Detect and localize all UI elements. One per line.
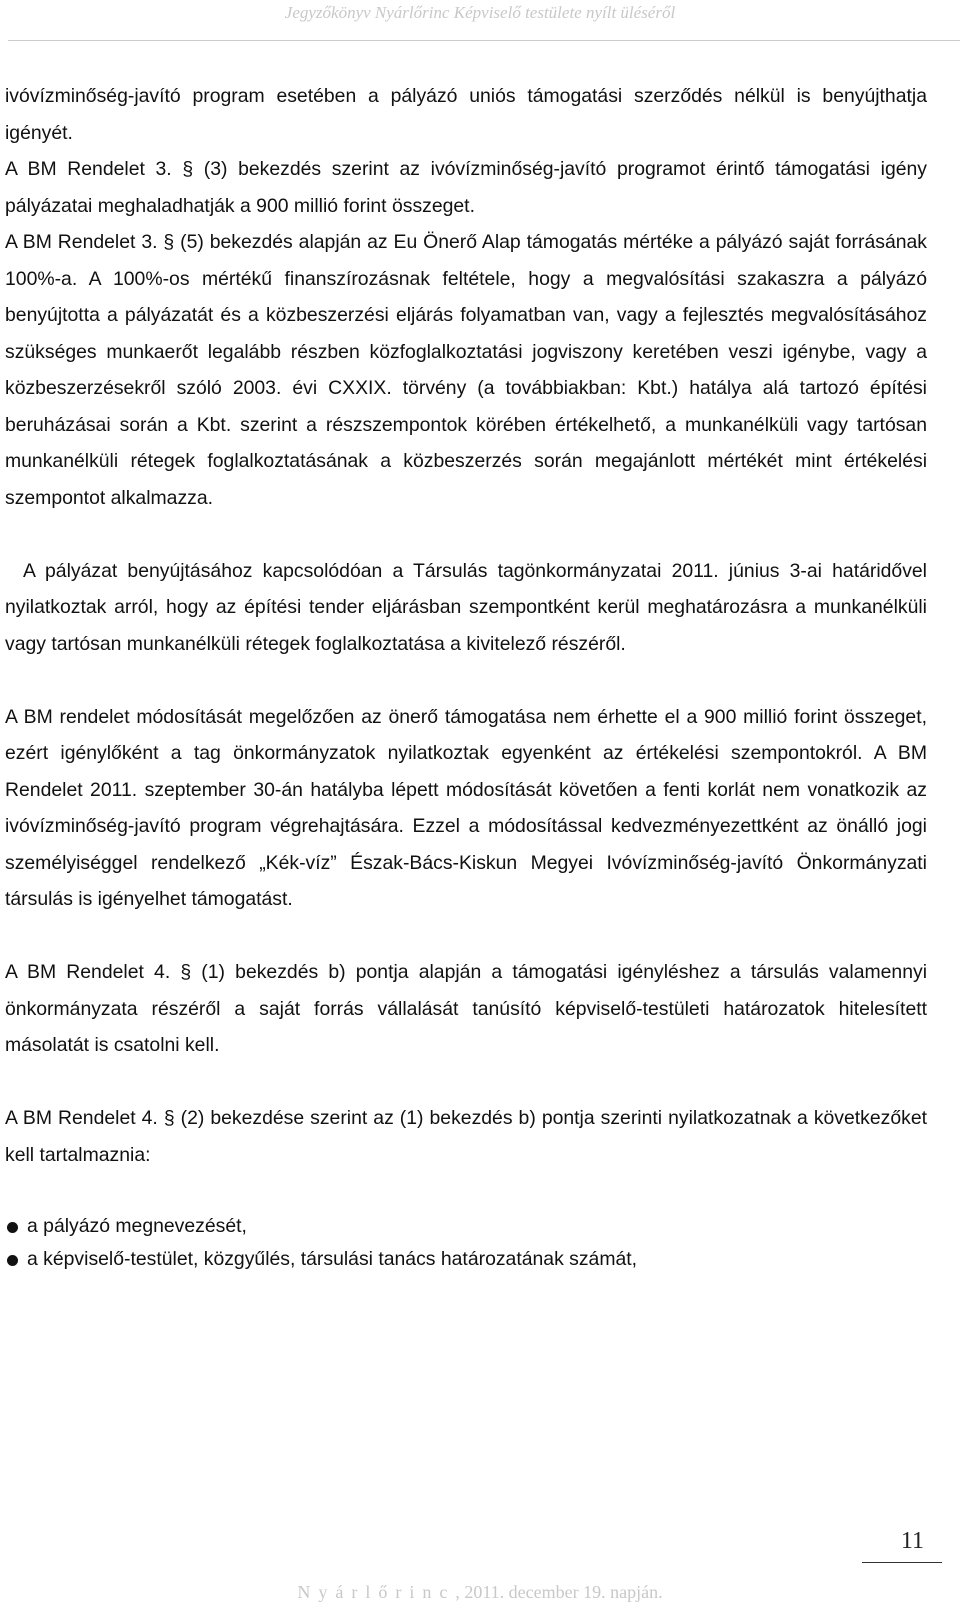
list-item-text: a pályázó megnevezését, [27, 1214, 247, 1237]
page-footer [0, 1582, 960, 1603]
bullet-list [5, 1210, 927, 1276]
header-rule [8, 40, 960, 41]
bullet-icon [7, 1222, 18, 1233]
paragraph: ivóvízminőség-javító program esetében a pályázó uniós támogatási szerződés nélkül is benyújthatja igényét. [5, 85, 927, 144]
footer-date: , 2011. december 19. napján. [455, 1582, 663, 1602]
page-header [0, 0, 960, 34]
bullet-icon [7, 1255, 18, 1266]
paragraph: A pályázat benyújtásához kapcsolódóan a Társulás tagönkormányzatai 2011. június 3-ai határidővel nyilatkoztak arról, hogy az építési tender eljárásban szempontként kerül meghatározásra a munkanélküli vagy tartósan munkanélküli rétegek foglalkoztatása a kivitelező részéről. [5, 559, 927, 655]
header-title: Jegyzőkönyv Nyárlőrinc Képviselő testülete nyílt üléséről [284, 3, 676, 22]
paragraph: A BM Rendelet 3. § (3) bekezdés szerint az ivóvízminőség-javító programot érintő támogatási igény pályázatai meghaladhatják a 900 millió forint összeget. [5, 158, 927, 217]
paragraph: A BM Rendelet 4. § (1) bekezdés b) pontja alapján a támogatási igényléshez a társulás valamennyi önkormányzata részéről a saját forrás vállalását tanúsító képviselő-testületi határozatok hitelesített másolatát is csatolni kell. [5, 961, 927, 1056]
footer-rule [862, 1562, 942, 1563]
footer-place: Nyárlőrinc [297, 1582, 456, 1602]
page-number: 11 [900, 1528, 924, 1554]
paragraph: A BM rendelet módosítását megelőzően az önerő támogatása nem érhette el a 900 millió forint összeget, ezért igénylőként a tag önkormányzatok nyilatkoztak egyenként az értékelési szempontokról. A BM Rendelet 2011. szeptember 30-án hatályba lépett módosítását követően a fenti korlát nem vonatkozik az ivóvízminőség-javító program végrehajtására. Ezzel a módosítással kedvezményezettként az önálló jogi személyiséggel rendelkező „Kék-víz” Észak-Bács-Kiskun Megyei Ivóvízminőség-javító Önkormányzati társulás is igényelhet támogatást. [5, 705, 927, 910]
document-body [5, 78, 927, 1276]
list-item [5, 1243, 927, 1276]
list-item [5, 1210, 927, 1243]
paragraph: A BM Rendelet 4. § (2) bekezdése szerint az (1) bekezdés b) pontja szerinti nyilatkozatnak a következőket kell tartalmaznia: [5, 1107, 927, 1166]
list-item-text: a képviselő-testület, közgyűlés, társulási tanács határozatának számát, [27, 1247, 638, 1270]
paragraph: A BM Rendelet 3. § (5) bekezdés alapján az Eu Önerő Alap támogatás mértéke a pályázó saját forrásának 100%-a. A 100%-os mértékű finanszírozásnak feltétele, hogy a megvalósítási szakaszra a pályázó benyújtotta a pályázatát és a közbeszerzési eljárás folyamatban van, vagy a fejlesztés megvalósításához szükséges munkaerőt legalább részben közfoglalkoztatási jogviszony keretében veszi igénybe, vagy a közbeszerzésekről szóló 2003. évi CXXIX. törvény (a továbbiakban: Kbt.) hatálya alá tartozó építési beruházásai során a Kbt. szerint a részszempontok körében értékelhető, a munkanélküli vagy tartósan munkanélküli rétegek foglalkoztatásának a közbeszerzés során megajánlott mértékét mint értékelési szempontot alkalmazza. [5, 231, 927, 509]
